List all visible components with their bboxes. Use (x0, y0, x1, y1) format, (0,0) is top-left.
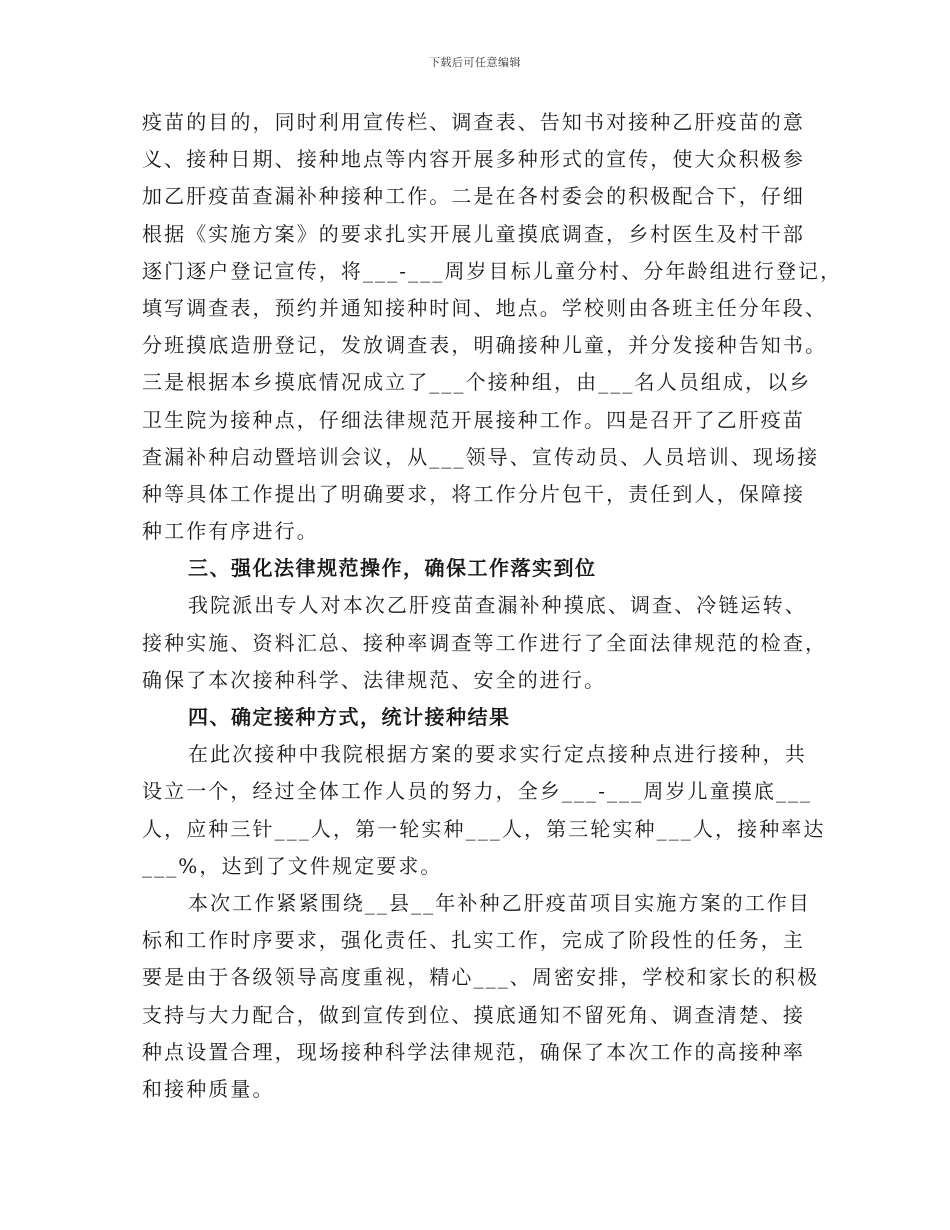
text-line: 设立一个，经过全体工作人员的努力，全乡___-___周岁儿童摸底___ (142, 779, 813, 804)
text-line: 人，应种三针___人，第一轮实种___人，第三轮实种___人，接种率达 (142, 816, 826, 841)
text-line: 我院派出专人对本次乙肝疫苗查漏补种摸底、调查、冷链运转、 (188, 593, 807, 618)
section-heading-4: 四、确定接种方式，统计接种结果 (188, 705, 511, 729)
page-header: 下载后可任意编辑 (429, 56, 521, 69)
text-line: 种工作有序进行。 (142, 519, 319, 544)
text-line: 义、接种日期、接种地点等内容开展多种形式的宣传，使大众积极参 (142, 147, 805, 172)
text-line: 种等具体工作提出了明确要求，将工作分片包干，责任到人，保障接 (142, 481, 805, 506)
text-line: 三是根据本乡摸底情况成立了___个接种组，由___名人员组成，以乡 (142, 370, 812, 395)
text-line: 分班摸底造册登记，发放调查表，明确接种儿童，并分发接种告知书。 (142, 333, 828, 358)
text-line: 要是由于各级领导高度重视，精心___、周密安排，学校和家长的积极 (142, 965, 820, 990)
text-line: 确保了本次接种科学、法律规范、安全的进行。 (142, 667, 607, 692)
text-line: 查漏补种启动暨培训会议，从___领导、宣传动员、人员培训、现场接 (142, 444, 820, 469)
text-line: 在此次接种中我院根据方案的要求实行定点接种点进行接种，共 (188, 742, 807, 767)
text-line: 标和工作时序要求，强化责任、扎实工作，完成了阶段性的任务，主 (142, 928, 805, 953)
section-heading-3: 三、强化法律规范操作，确保工作落实到位 (188, 556, 597, 581)
text-line: ___%，达到了文件规定要求。 (142, 853, 443, 878)
text-line: 支持与大力配合，做到宣传到位、摸底通知不留死角、调查清楚、接 (142, 1002, 805, 1027)
text-line: 疫苗的目的，同时利用宣传栏、调查表、告知书对接种乙肝疫苗的意 (142, 110, 805, 134)
text-line: 根据《实施方案》的要求扎实开展儿童摸底调查，乡村医生及村干部 (142, 221, 805, 246)
text-line: 和接种质量。 (142, 1076, 275, 1101)
text-line: 加乙肝疫苗查漏补种接种工作。二是在各村委会的积极配合下，仔细 (142, 184, 805, 209)
text-line: 填写调查表，预约并通知接种时间、地点。学校则由各班主任分年段、 (142, 295, 828, 320)
text-line: 本次工作紧紧围绕__县__年补种乙肝疫苗项目实施方案的工作目 (188, 890, 811, 915)
text-line: 种点设置合理，现场接种科学法律规范，确保了本次工作的高接种率 (142, 1039, 805, 1064)
text-line: 逐门逐户登记宣传，将___-___周岁目标儿童分村、分年龄组进行登记， (142, 258, 843, 283)
text-line: 接种实施、资料汇总、接种率调查等工作进行了全面法律规范的检查， (142, 630, 828, 655)
document-body (142, 104, 843, 1108)
text-line: 卫生院为接种点，仔细法律规范开展接种工作。四是召开了乙肝疫苗 (142, 407, 805, 432)
